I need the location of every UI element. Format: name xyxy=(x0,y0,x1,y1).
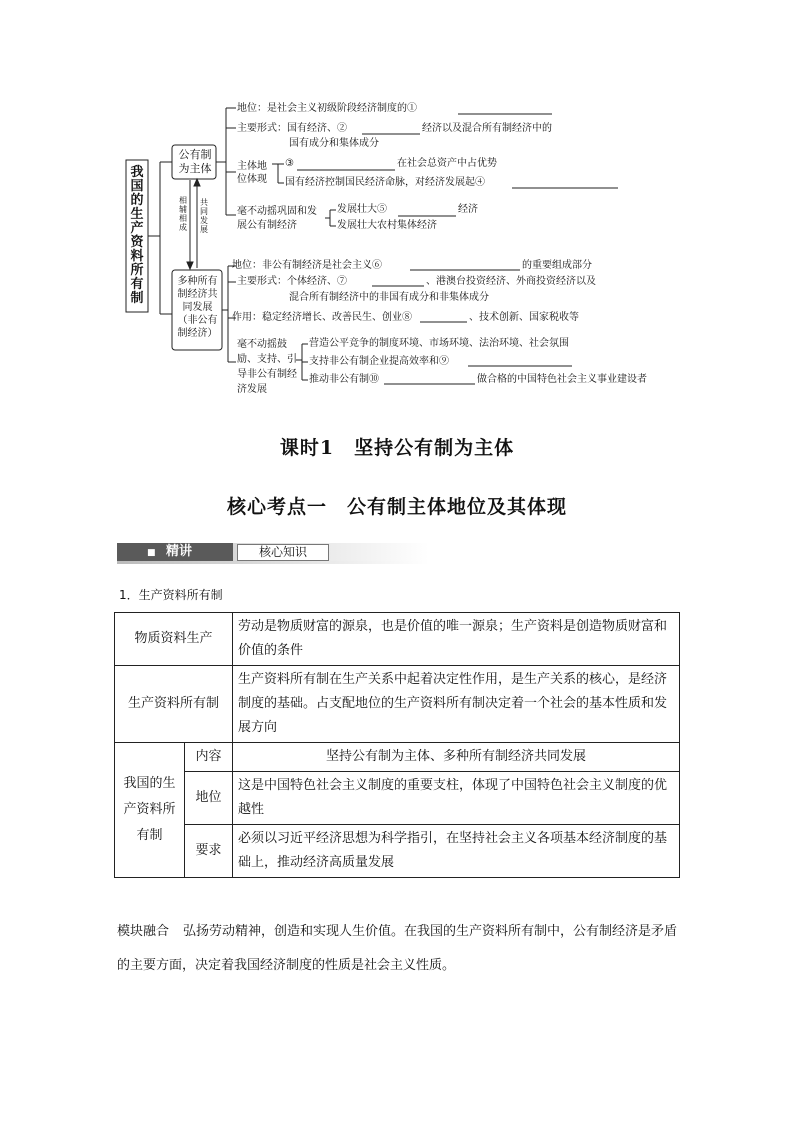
map-mutual-right: 共同发展 xyxy=(200,198,208,234)
map-c3b: 、技术创新、国家税收等 xyxy=(469,312,579,323)
row-label: 我国的生产资料所有制 xyxy=(115,743,185,878)
map-c4b: 支持非公有制企业提高效率和⑨ xyxy=(309,356,449,367)
section-heading: 1．生产资料所有制 xyxy=(119,588,223,602)
map-b3b: 国有经济控制国民经济命脉，对经济发展起④ xyxy=(285,177,485,188)
banner-tab: 核心知识 xyxy=(237,544,329,561)
module-fusion-label: 模块融合 xyxy=(117,924,170,939)
map-b4-label: 毫不动摇巩固和发展公有制经济 xyxy=(237,206,317,231)
map-public-node: 公有制为主体 xyxy=(178,148,212,175)
lesson-title: 课时1 坚持公有制为主体 xyxy=(279,437,515,459)
row-text: 这是中国特色社会主义制度的重要支柱，体现了中国特色社会主义制度的优越性 xyxy=(233,772,680,825)
ownership-table xyxy=(114,612,680,878)
map-b3-label: 主体地位体现 xyxy=(237,161,267,185)
map-b3a-text: 在社会总资产中占优势 xyxy=(397,158,497,169)
map-c2c: 混合所有制经济中的非国有成分和非集体成分 xyxy=(289,292,489,303)
map-b4a: 发展壮大⑤ xyxy=(337,204,387,215)
table-row xyxy=(115,772,680,825)
section-banner xyxy=(117,541,429,565)
map-c2a: 主要形式：个体经济、⑦ xyxy=(237,276,347,287)
row-label: 生产资料所有制 xyxy=(115,666,233,743)
map-c1a: 地位：非公有制经济是社会主义⑥ xyxy=(232,260,382,271)
map-c4c: 推动非公有制⑩ xyxy=(309,374,379,385)
row-text: 必须以习近平经济思想为科学指引，在坚持社会主义各项基本经济制度的基础上，推动经济高质量发展 xyxy=(233,825,680,878)
table-row xyxy=(115,743,680,772)
map-b4b: 发展壮大农村集体经济 xyxy=(337,220,437,231)
map-b2a: 主要形式：国有经济、② xyxy=(237,123,347,134)
sub-label: 内容 xyxy=(185,743,233,772)
map-c4c-tail: 做合格的中国特色社会主义事业建设者 xyxy=(477,374,647,385)
map-c4a: 营造公平竞争的制度环境、市场环境、法治环境、社会氛围 xyxy=(309,338,569,349)
map-c1b: 的重要组成部分 xyxy=(522,260,592,271)
table-row xyxy=(115,666,680,743)
key-point-title: 核心考点一 公有制主体地位及其体现 xyxy=(226,496,567,518)
row-text: 生产资料所有制在生产关系中起着决定性作用，是生产关系的核心，是经济制度的基础。占支配地位的生产资料所有制决定着一个社会的基本性质和发展方向 xyxy=(233,666,680,743)
map-c4-label: 毫不动摇鼓励、支持、引导非公有制经济发展 xyxy=(237,339,297,395)
map-root: 我国的生产资料所有制 xyxy=(130,165,144,306)
banner-left-label: 精讲 xyxy=(166,544,193,559)
module-fusion xyxy=(117,915,683,983)
map-multi-node: 多种所有制经济共同发展（非公有制经济） xyxy=(177,276,218,339)
module-fusion-text: 弘扬劳动精神，创造和实现人生价值。在我国的生产资料所有制中，公有制经济是矛盾的主要方面，决定着我国经济制度的性质是社会主义性质。 xyxy=(117,924,678,973)
map-b2b: 经济以及混合所有制经济中的 xyxy=(422,123,552,134)
map-c2b: 、港澳台投资经济、外商投资经济以及 xyxy=(426,276,596,287)
row-text: 坚持公有制为主体、多种所有制经济共同发展 xyxy=(233,743,680,772)
table-row xyxy=(115,825,680,878)
map-b4a-tail: 经济 xyxy=(458,204,478,215)
map-mutual-left: 相辅相成 xyxy=(179,196,187,232)
sub-label: 要求 xyxy=(185,825,233,878)
banner-left xyxy=(117,543,233,561)
sub-label: 地位 xyxy=(185,772,233,825)
map-b2c: 国有成分和集体成分 xyxy=(289,138,379,149)
row-text: 劳动是物质财富的源泉，也是价值的唯一源泉；生产资料是创造物质财富和价值的条件 xyxy=(233,613,680,666)
map-c3a: 作用：稳定经济增长、改善民生、创业⑧ xyxy=(232,312,412,323)
table-row xyxy=(115,613,680,666)
map-b3a-num: ③ xyxy=(285,158,294,169)
row-label: 物质资料生产 xyxy=(115,613,233,666)
concept-map xyxy=(0,0,794,400)
map-b1: 地位：是社会主义初级阶段经济制度的① xyxy=(237,103,417,114)
square-bullet-icon: ■ xyxy=(147,548,156,558)
